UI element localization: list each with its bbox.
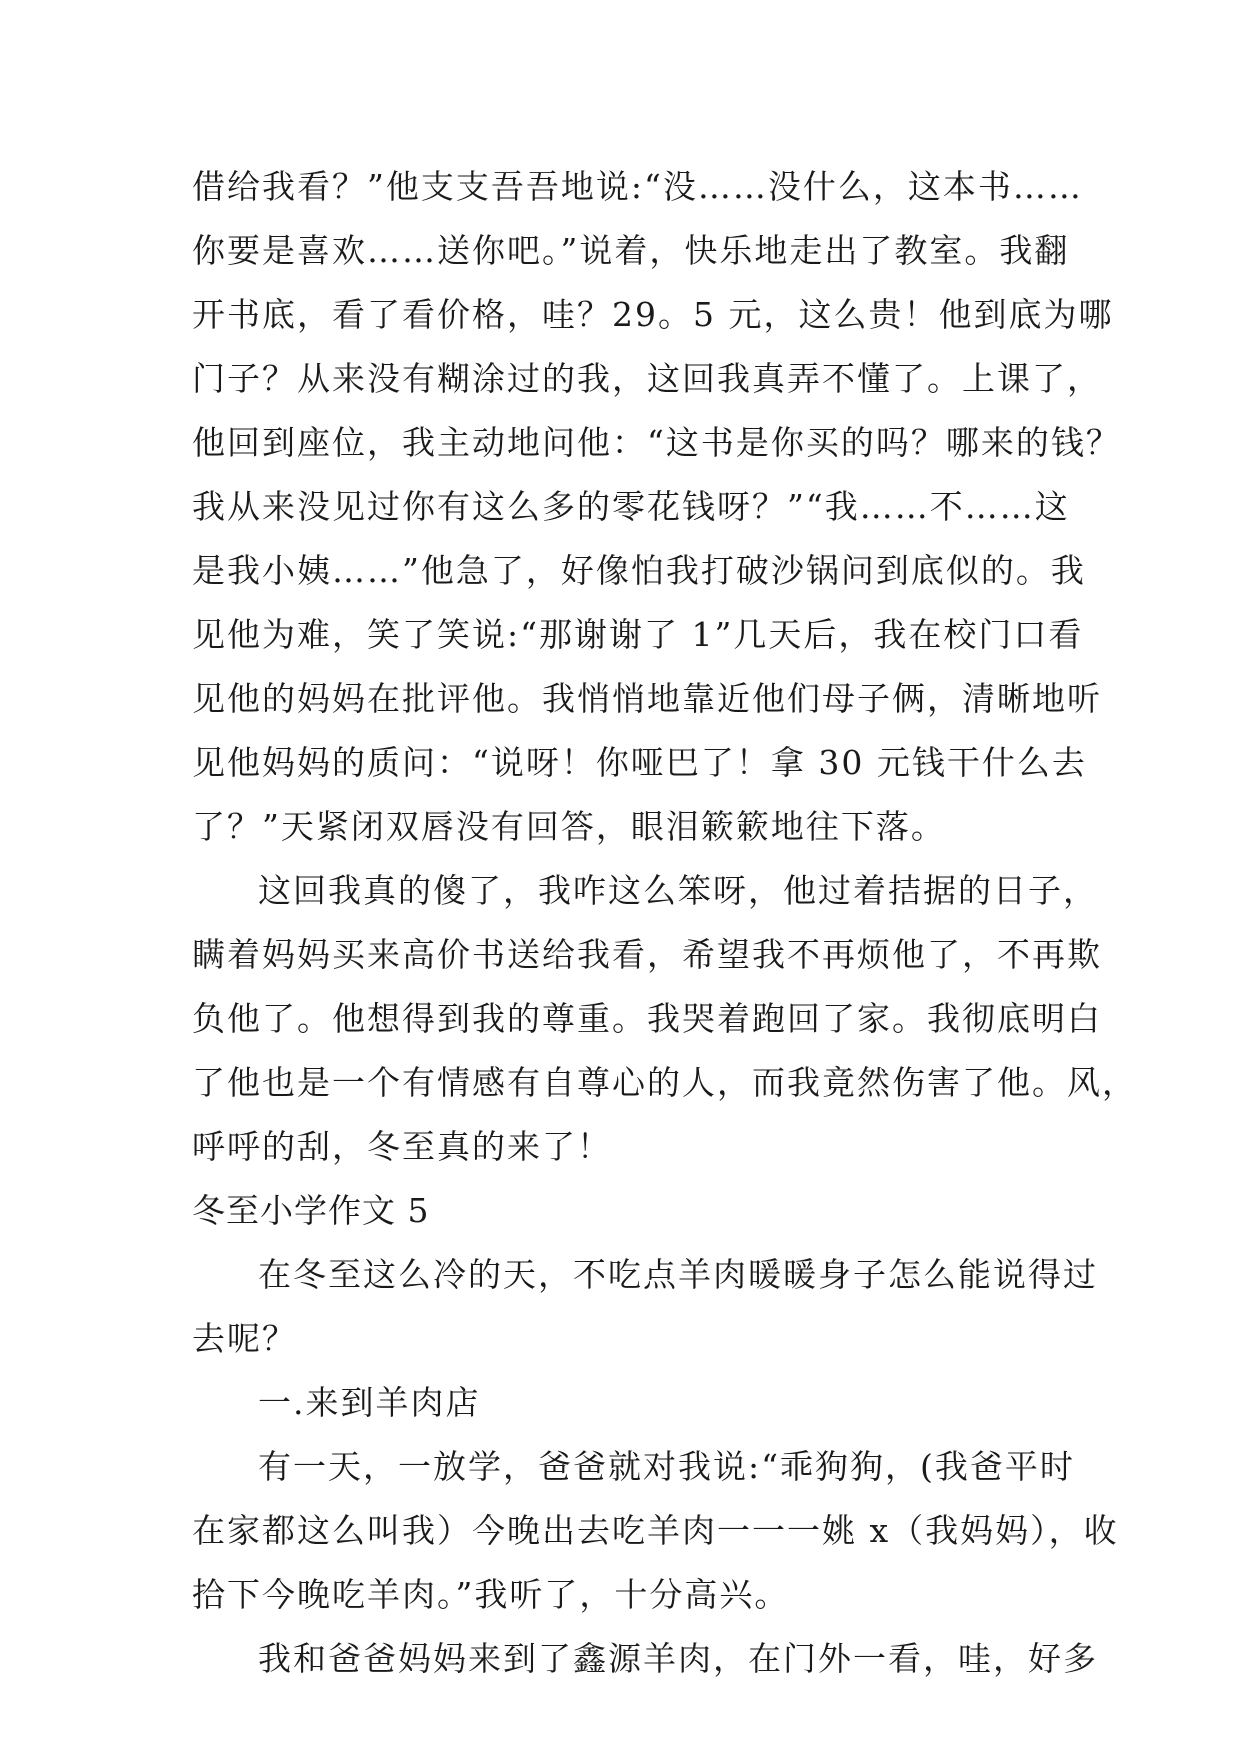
subsection-heading: 一.来到羊肉店 [258,1383,481,1422]
text-line: 在家都这么叫我）今晚出去吃羊肉一一一姚 x（我妈妈），收 [192,1511,1119,1550]
text-line: 开书底，看了看价格，哇？29。5 元，这么贵！他到底为哪 [192,295,1114,334]
text-line: 瞒着妈妈买来高价书送给我看，希望我不再烦他了，不再欺 [192,935,1102,974]
text-line: 了？”天紧闭双唇没有回答，眼泪簌簌地往下落。 [192,807,946,846]
text-line: 去呢？ [192,1319,297,1358]
text-line: 见他的妈妈在批评他。我悄悄地靠近他们母子俩，清晰地听 [192,679,1102,718]
paragraph-start-line: 有一天，一放学，爸爸就对我说:“乖狗狗，(我爸平时 [258,1447,1075,1486]
text-line: 见他妈妈的质问：“说呀！你哑巴了！拿 30 元钱干什么去 [192,743,1087,782]
text-line: 借给我看？”他支支吾吾地说:“没……没什么，这本书…… [192,167,1083,206]
text-line: 你要是喜欢……送你吧。”说着，快乐地走出了教室。我翻 [192,231,1070,270]
paragraph-start-line: 在冬至这么冷的天，不吃点羊肉暖暖身子怎么能说得过 [258,1255,1098,1294]
text-line: 呼呼的刮，冬至真的来了！ [192,1127,612,1166]
text-line: 见他为难，笑了笑说:“那谢谢了 1”几天后，我在校门口看 [192,615,1084,654]
text-line: 了他也是一个有情感有自尊心的人，而我竟然伤害了他。风， [192,1063,1137,1102]
paragraph-start-line: 我和爸爸妈妈来到了鑫源羊肉，在门外一看，哇，好多 [258,1639,1098,1678]
text-line: 拾下今晚吃羊肉。”我听了，十分高兴。 [192,1575,790,1614]
text-line: 门子？从来没有糊涂过的我，这回我真弄不懂了。上课了， [192,359,1102,398]
text-line: 我从来没见过你有这么多的零花钱呀？”“我……不……这 [192,487,1070,526]
text-line: 他回到座位，我主动地问他：“这书是你买的吗？哪来的钱？ [192,423,1121,462]
paragraph-start-line: 这回我真的傻了，我咋这么笨呀，他过着拮据的日子， [258,871,1098,910]
section-heading: 冬至小学作文 5 [192,1191,430,1230]
text-line: 负他了。他想得到我的尊重。我哭着跑回了家。我彻底明白 [192,999,1102,1038]
text-line: 是我小姨……”他急了，好像怕我打破沙锅问到底似的。我 [192,551,1086,590]
